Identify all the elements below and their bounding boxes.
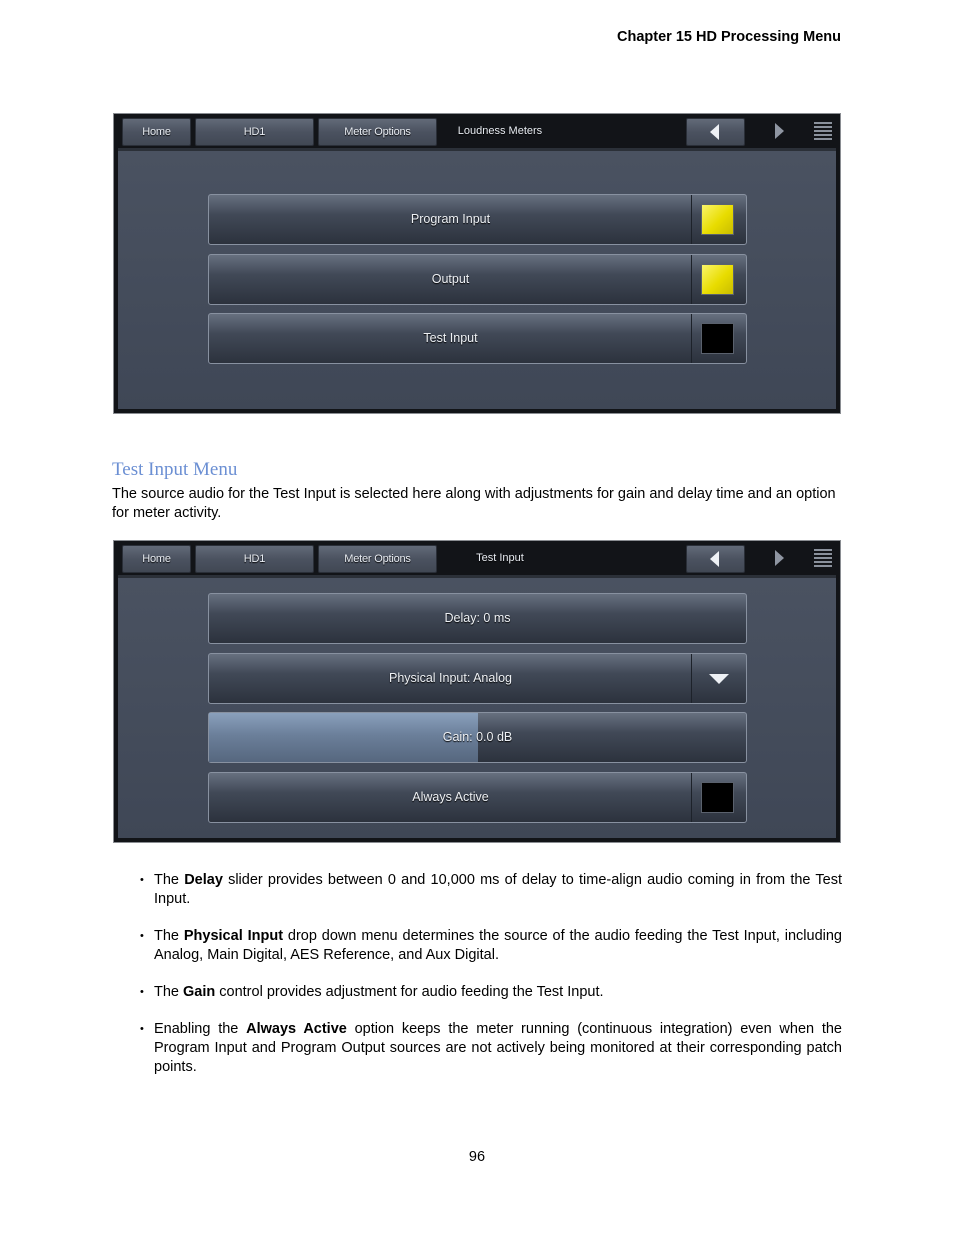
meter-options-button[interactable]: Meter Options [318,118,437,146]
nav-divider [118,575,836,578]
forward-button[interactable] [750,545,808,573]
current-screen-title: Loudness Meters [457,125,543,137]
menu-icon [814,549,832,569]
test-input-indicator[interactable] [701,323,734,354]
back-button[interactable] [686,118,745,146]
loudness-meters-panel [113,113,841,414]
always-active-indicator[interactable] [701,782,734,813]
menu-icon [814,122,832,142]
test-input-label: Test Input [423,331,478,345]
right-arrow-icon [775,550,784,566]
section-title: Test Input Menu [112,459,238,480]
current-screen-title: Test Input [476,552,524,564]
physical-input-dropdown[interactable] [208,653,747,704]
program-input-indicator[interactable] [701,204,734,235]
output-label: Output [431,272,470,286]
program-input-label: Program Input [410,212,491,226]
dropdown-arrow-icon[interactable] [709,674,729,684]
chapter-header: Chapter 15 HD Processing Menu [617,29,841,45]
meter-options-button[interactable]: Meter Options [318,545,437,573]
left-arrow-icon [710,124,719,140]
forward-button[interactable] [750,118,808,146]
feature-list [140,871,842,1095]
test-input-row[interactable] [208,313,747,364]
list-item: • The Gain control provides adjustment for audio feeding the Test Input. [140,983,842,1002]
nav-bar [118,116,834,148]
page-number: 96 [468,1149,486,1165]
intro-paragraph: The source audio for the Test Input is selected here along with adjustments for gain and delay time and an option for meter activity. [112,486,836,521]
output-indicator[interactable] [701,264,734,295]
menu-button[interactable] [811,118,834,146]
home-button[interactable]: Home [122,545,191,573]
hd1-button[interactable]: HD1 [195,545,314,573]
list-item: • The Physical Input drop down menu determines the source of the audio feeding the Test Input, including Analog, Main Digital, AES Reference, and Aux Digital. [140,927,842,965]
delay-label: Delay: 0 ms [444,611,511,625]
physical-input-label: Physical Input: Analog [389,671,512,685]
nav-bar [118,543,834,575]
delay-slider[interactable] [208,593,747,644]
right-arrow-icon [775,123,784,139]
test-input-panel [113,540,841,843]
menu-button[interactable] [811,545,834,573]
program-input-row[interactable] [208,194,747,245]
gain-slider[interactable] [208,712,747,763]
list-item: • Enabling the Always Active option keeps the meter running (continuous integration) even when the Program Input and Program Output sources are not actively being monitored at their corresponding patch points. [140,1020,842,1077]
home-button[interactable]: Home [122,118,191,146]
back-button[interactable] [686,545,745,573]
list-item: • The Delay slider provides between 0 and 10,000 ms of delay to time-align audio coming in from the Test Input. [140,871,842,909]
always-active-row[interactable] [208,772,747,823]
output-row[interactable] [208,254,747,305]
left-arrow-icon [710,551,719,567]
nav-divider [118,148,836,151]
always-active-label: Always Active [412,790,489,804]
hd1-button[interactable]: HD1 [195,118,314,146]
gain-label: Gain: 0.0 dB [442,730,513,744]
